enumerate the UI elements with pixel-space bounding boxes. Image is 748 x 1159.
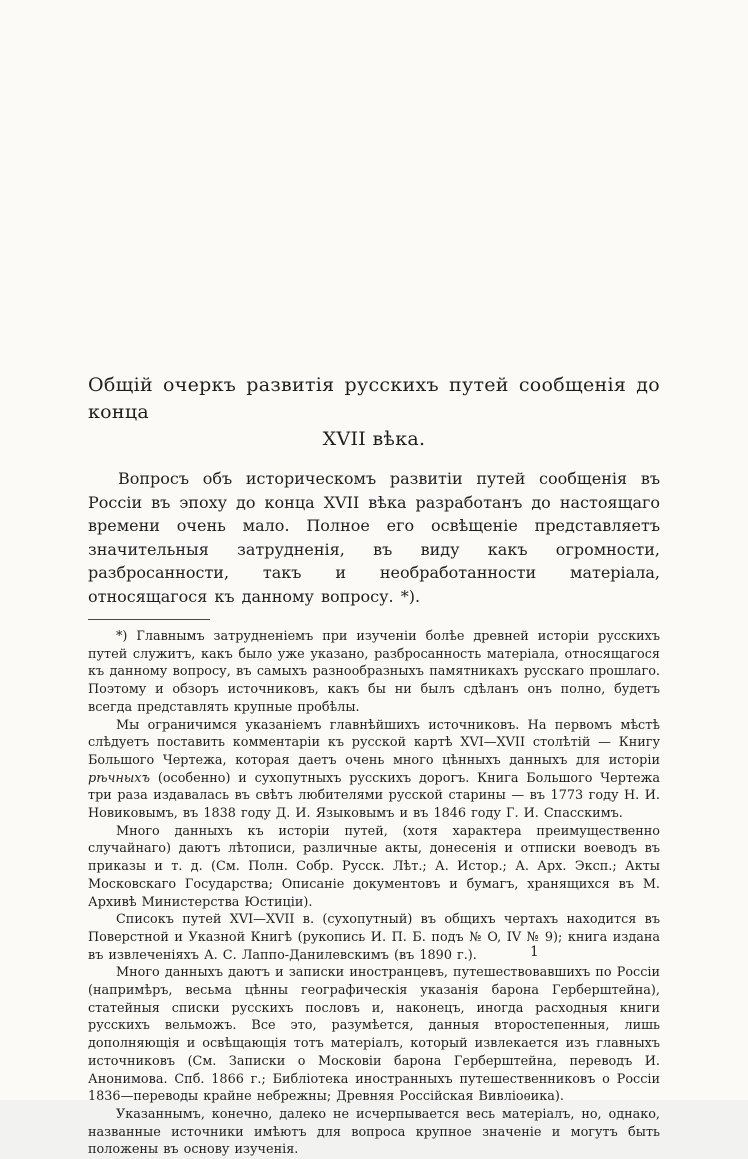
footnote-paragraph-2-text: Мы ограничимся указаніемъ главнѣйшихъ источниковъ. На первомъ мѣстѣ слѣдуетъ поставить комментаріи къ русской картѣ XVI—XVII столѣтій — Книгу Большого Чертежа, которая даетъ очень много цѣнныхъ данныхъ для исторіи [88, 717, 660, 768]
chapter-title [88, 372, 660, 453]
footnote-paragraph-3: Много данныхъ къ исторіи путей, (хотя характера преимущественно случайнаго) даютъ лѣтописи, различные акты, донесенія и отписки воеводъ въ приказы и т. д. (См. Полн. Собр. Русск. Лѣт.; А. Истор.; А. Арх. Эксп.; Акты Московскаго Государства; Описаніе документовъ и бумагъ, хранящихся въ М. Архивѣ Министерства Юстиціи). [88, 823, 660, 910]
footnote-paragraph-2-text-cont: (особенно) и сухопутныхъ русскихъ дорогъ. Книга Большого Чертежа три раза издавалась въ свѣтъ любителями русской старины — въ 1773 году Н. И. Новиковымъ, въ 1838 году Д. И. Языковымъ и въ 1846 году Г. И. Спасскимъ. [88, 770, 660, 822]
signature-mark: 1 [530, 944, 539, 960]
text-block [88, 372, 660, 1159]
footnote-paragraph-5: Много данныхъ даютъ и записки иностранцевъ, путешествовавшихъ по Россіи (напримѣръ, весьма цѣнны географическія указанія барона Герберштейна), статейныя списки русскихъ пословъ и, наконецъ, иногда расходныя книги русскихъ вельможъ. Все это, разумѣется, данныя второстепенныя, лишь дополняющія и освѣщающія тотъ матеріалъ, который извлекается изъ главныхъ источниковъ (См. Записки о Московіи барона Герберштейна, переводъ И. Анонимова. Спб. 1866 г.; Библіотека иностранныхъ путешественниковъ о Россіи 1836—переводы крайне небрежны; Древняя Россійская Вивліоѳика). [88, 965, 660, 1105]
chapter-title-line1: Общій очеркъ развитія русскихъ путей сообщенія до конца [88, 374, 660, 423]
footnote-paragraph-1: *) Главнымъ затрудненіемъ при изученіи болѣе древней исторіи русскихъ путей служитъ, какъ было уже указано, разбросанность матеріала, относящагося къ данному вопросу, въ самыхъ разнообразныхъ памятникахъ русскаго прошлаго. Поэтому и обзоръ источниковъ, какъ бы ни былъ сдѣланъ онъ полно, будетъ всегда представлять крупные пробѣлы. [88, 629, 660, 715]
footnote-italic-term: рѣчныхъ [88, 770, 151, 786]
footnote-paragraph-4: Списокъ путей XVI—XVII в. (сухопутный) въ общихъ чертахъ находится въ Поверстной и Указной Книгѣ (рукопись И. П. Б. подъ № O, IV № 9); книга издана въ извлеченіяхъ А. С. Лаппо-Данилевскимъ (въ 1890 г.). [88, 912, 660, 963]
chapter-title-line2: XVII вѣка. [322, 428, 426, 450]
lead-paragraph: Вопросъ объ историческомъ развитіи путей сообщенія въ Россіи въ эпоху до конца XVII вѣка разработанъ до настоящаго времени очень мало. Полное его освѣщеніе представляетъ значительныя затрудненія, въ виду какъ огромности, разбросанности, такъ и необработанности матеріала, относящагося къ данному вопросу. *). [88, 469, 660, 606]
footnote-separator-rule [88, 619, 210, 620]
footnote-paragraph-2 [88, 717, 660, 823]
footnote-paragraph-6: Указаннымъ, конечно, далеко не исчерпывается весь матеріалъ, но, однако, названные источники имѣютъ для вопроса крупное значеніе и могутъ быть положены въ основу изученія. [88, 1106, 660, 1158]
footnote-block [88, 628, 660, 1159]
